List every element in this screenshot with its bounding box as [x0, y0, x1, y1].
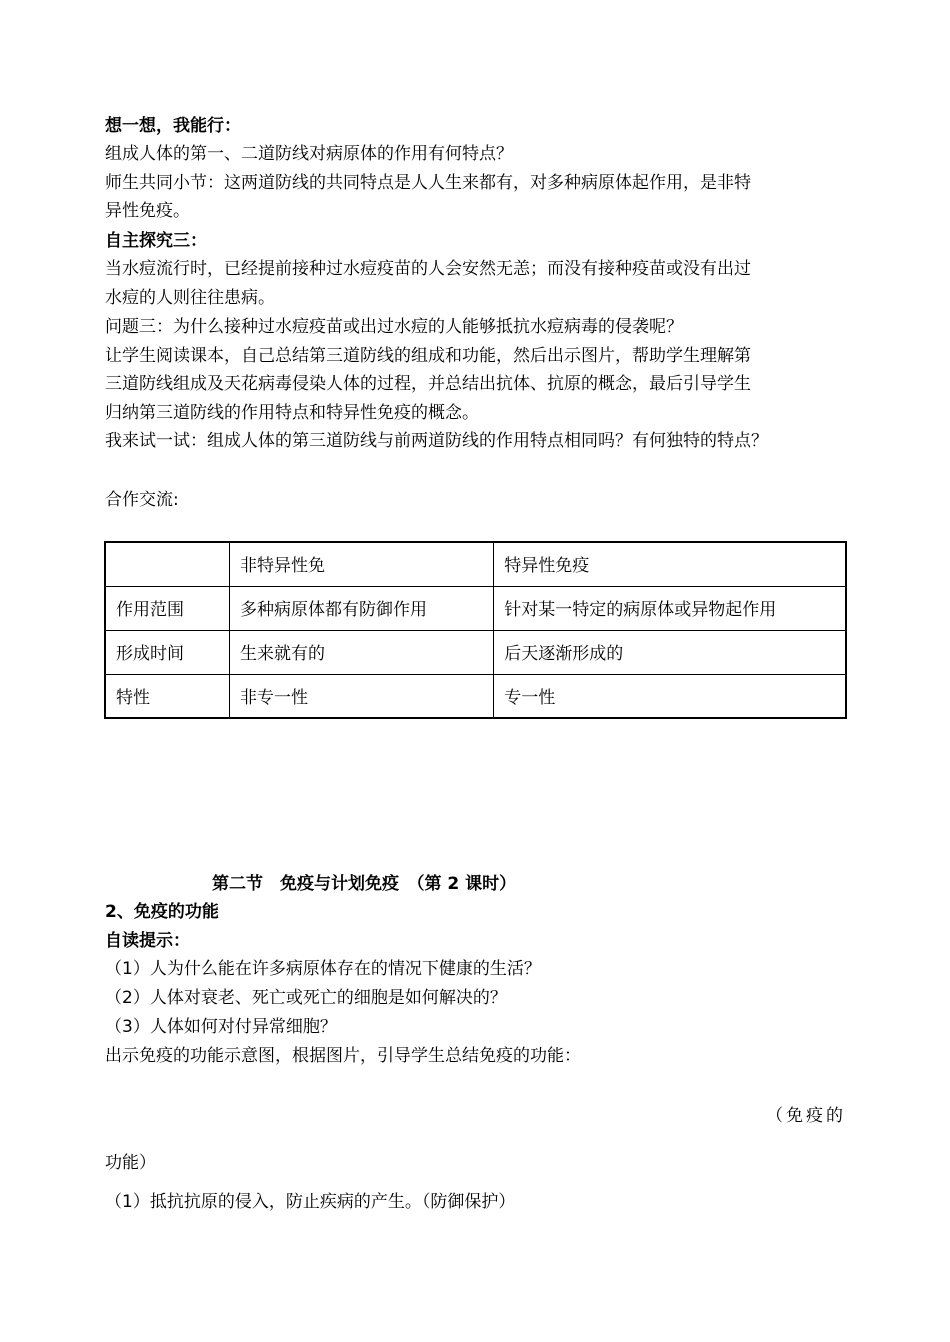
paragraph-1-line-2: 水痘的人则往往患病。 — [105, 288, 275, 308]
table-cell: 形成时间 — [105, 630, 230, 674]
table-cell: 非专一性 — [230, 674, 494, 718]
summary-line-2: 异性免疫。 — [105, 201, 190, 221]
question-defense: 组成人体的第一、二道防线对病原体的作用有何特点？ — [105, 144, 513, 164]
table-cell: 非特异性免 — [230, 542, 494, 586]
table-header-row — [105, 542, 846, 586]
paragraph-2-line-2: 三道防线组成及天花病毒侵染人体的过程，并总结出抗体、抗原的概念，最后引导学生 — [105, 374, 751, 394]
hint-question-2: （2）人体对衰老、死亡或死亡的细胞是如何解决的？ — [105, 988, 507, 1008]
section-title: 第二节 免疫与计划免疫 （第 2 课时） — [212, 874, 517, 894]
table-cell — [105, 542, 230, 586]
figure-caption-part-2: 功能） — [105, 1153, 156, 1173]
function-1: （1）抵抗抗原的侵入，防止疾病的产生。（防御保护） — [105, 1192, 516, 1212]
table-cell: 专一性 — [494, 674, 846, 718]
hint-question-1: （1）人为什么能在许多病原体存在的情况下健康的生活？ — [105, 959, 541, 979]
hint-question-3: （3）人体如何对付异常细胞？ — [105, 1017, 337, 1037]
table-cell: 多种病原体都有防御作用 — [230, 586, 494, 630]
table-row — [105, 586, 846, 630]
table-cell: 特性 — [105, 674, 230, 718]
comparison-table — [104, 541, 847, 719]
paragraph-1-line-1: 当水痘流行时，已经提前接种过水痘疫苗的人会安然无恙；而没有接种疫苗或没有出过 — [105, 259, 751, 279]
heading-think: 想一想，我能行： — [105, 116, 241, 136]
cooperate-label: 合作交流: — [105, 490, 179, 510]
paragraph-2-line-3: 归纳第三道防线的作用特点和特异性免疫的概念。 — [105, 403, 479, 423]
table-row — [105, 674, 846, 718]
table-cell: 针对某一特定的病原体或异物起作用 — [494, 586, 846, 630]
paragraph-2-line-1: 让学生阅读课本，自己总结第三道防线的组成和功能，然后出示图片，帮助学生理解第 — [105, 346, 751, 366]
show-diagram-text: 出示免疫的功能示意图，根据图片，引导学生总结免疫的功能： — [105, 1046, 581, 1066]
comparison-table-wrapper — [104, 541, 847, 719]
table-row — [105, 630, 846, 674]
hint-heading: 自读提示： — [105, 931, 190, 951]
table-cell: 生来就有的 — [230, 630, 494, 674]
try-question: 我来试一试：组成人体的第三道防线与前两道防线的作用特点相同吗？有何独特的特点？ — [105, 431, 768, 451]
table-cell: 后天逐渐形成的 — [494, 630, 846, 674]
table-cell: 特异性免疫 — [494, 542, 846, 586]
question-three: 问题三：为什么接种过水痘疫苗或出过水痘的人能够抵抗水痘病毒的侵袭呢？ — [105, 317, 683, 337]
figure-caption-part-1: （免疫的 — [766, 1106, 846, 1126]
table-cell: 作用范围 — [105, 586, 230, 630]
subtitle-immune-function: 2、免疫的功能 — [105, 902, 219, 922]
heading-explore: 自主探究三： — [105, 231, 207, 251]
summary-line-1: 师生共同小节：这两道防线的共同特点是人人生来都有，对多种病原体起作用，是非特 — [105, 173, 751, 193]
